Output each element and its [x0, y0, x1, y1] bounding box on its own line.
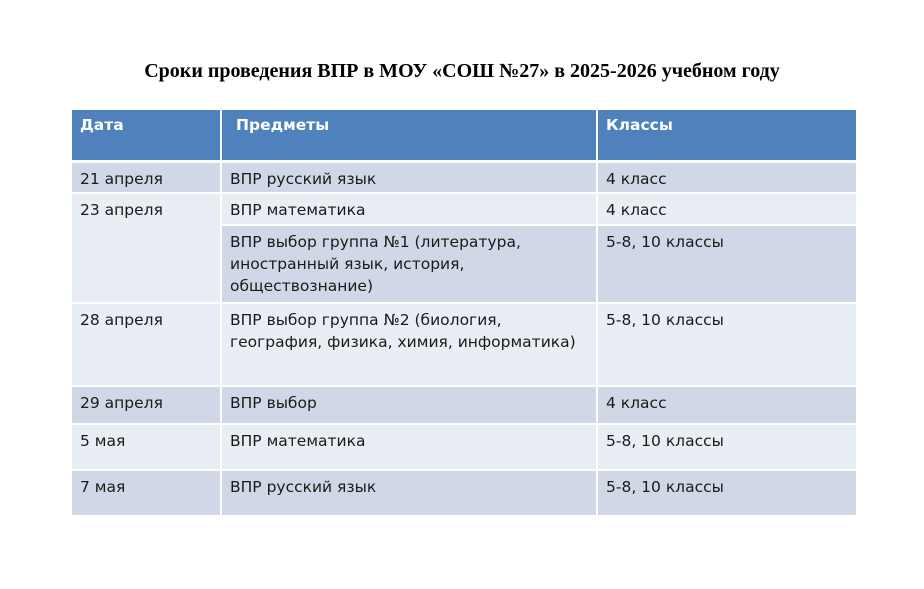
cell-subject: ВПР математика: [221, 193, 597, 225]
table-row: [72, 470, 856, 516]
cell-date: 5 мая: [72, 424, 221, 470]
cell-classes: 4 класс: [597, 386, 856, 424]
header-classes: Классы: [597, 110, 856, 161]
cell-subject: ВПР математика: [221, 424, 597, 470]
cell-date: 28 апреля: [72, 303, 221, 386]
table-header-row: [72, 110, 856, 161]
cell-date: 23 апреля: [72, 193, 221, 303]
cell-subject: ВПР выбор: [221, 386, 597, 424]
cell-classes: 5-8, 10 классы: [597, 470, 856, 516]
cell-subject: ВПР русский язык: [221, 161, 597, 193]
cell-subject: ВПР выбор группа №1 (литература, иностранный язык, история, обществознание): [221, 225, 597, 303]
cell-classes: 5-8, 10 классы: [597, 303, 856, 386]
table-row: [72, 386, 856, 424]
header-subjects: Предметы: [221, 110, 597, 161]
cell-classes: 5-8, 10 классы: [597, 225, 856, 303]
cell-classes: 5-8, 10 классы: [597, 424, 856, 470]
cell-date: 7 мая: [72, 470, 221, 516]
cell-classes: 4 класс: [597, 161, 856, 193]
table-row: [72, 193, 856, 225]
table-row: [72, 424, 856, 470]
cell-subject: ВПР выбор группа №2 (биология, география, физика, химия, информатика): [221, 303, 597, 386]
cell-subject: ВПР русский язык: [221, 470, 597, 516]
cell-classes: 4 класс: [597, 193, 856, 225]
table-row: [72, 303, 856, 386]
page-title: Сроки проведения ВПР в МОУ «СОШ №27» в 2025-2026 учебном году: [144, 60, 780, 82]
cell-date: 29 апреля: [72, 386, 221, 424]
table-row: [72, 161, 856, 193]
cell-date: 21 апреля: [72, 161, 221, 193]
header-date: Дата: [72, 110, 221, 161]
schedule-table: [72, 110, 856, 517]
